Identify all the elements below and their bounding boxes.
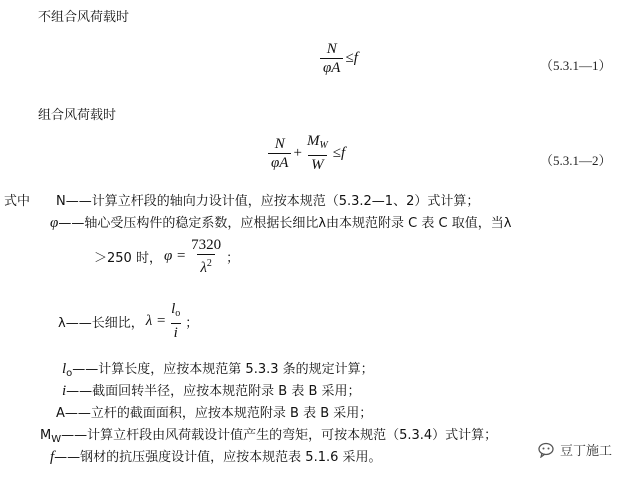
definition-phi: φ——轴心受压构件的稳定系数，应根据长细比λ由本规范附录 C 表 C 取值，当λ <box>50 215 512 231</box>
phi-condition <box>94 236 239 277</box>
fraction-n-over-phia-2 <box>268 135 291 172</box>
phi-formula-tail: ； <box>226 251 240 266</box>
definition-mw: $M_W——$计算立杆段由风荷载设计值产生的弯矩，可按本规范（5.3.4）式计算； <box>40 428 498 445</box>
eq1-operator: ≤f <box>345 50 358 66</box>
phi-formula-lhs: φ = <box>163 248 187 264</box>
eq2-denominator-1: φA <box>268 153 291 172</box>
phi-fraction-numerator: 7320 <box>191 237 222 253</box>
fraction-n-over-phia <box>320 40 343 77</box>
fraction-mw-over-w <box>304 132 331 174</box>
heading-wind: 组合风荷载时 <box>38 108 117 123</box>
eq2-numerator-2: $M_W$ <box>306 133 328 151</box>
lambda-formula-lhs: λ = <box>145 312 167 329</box>
lambda-fraction <box>168 300 183 342</box>
definition-lo: $l_o——$计算长度，应按本规范第 5.3.3 条的规定计算； <box>62 361 374 379</box>
eq2-plus: + <box>293 144 302 161</box>
phi-condition-text: ＞250 时， <box>94 251 162 266</box>
eq2-operator: ≤f <box>332 144 346 161</box>
equation-number-1: （5.3.1—1） <box>540 58 612 73</box>
definition-a: A——立杆的截面面积，应按本规范附录 B 表 B 采用； <box>56 406 373 421</box>
lambda-formula-tail: ； <box>185 315 199 331</box>
eq1-numerator: N <box>326 41 337 57</box>
phi-fraction <box>188 236 224 277</box>
lambda-fraction-denominator: i <box>171 323 181 342</box>
lambda-fraction-numerator: $l_o$ <box>171 301 181 319</box>
definition-lambda <box>58 300 198 342</box>
definition-n: N——计算立杆段的轴向力设计值，应按本规范（5.3.2—1、2）式计算； <box>56 194 480 209</box>
watermark-logo <box>538 440 612 459</box>
equation-number-2: （5.3.1—2） <box>540 153 612 168</box>
eq1-denominator: φA <box>320 58 343 77</box>
lambda-text: λ——长细比， <box>58 315 144 331</box>
chat-bubble-icon <box>538 442 556 458</box>
phi-symbol: φ <box>50 215 59 231</box>
equation-5-3-1-2 <box>268 132 345 174</box>
phi-fraction-denominator: $\lambda^2$ <box>197 254 215 277</box>
definition-f: f——钢材的抗压强度设计值，应按本规范表 5.1.6 采用。 <box>50 449 382 465</box>
where-label: 式中 <box>4 194 31 209</box>
heading-no-wind: 不组合风荷载时 <box>38 10 130 25</box>
definition-i: i——截面回转半径，应按本规范附录 B 表 B 采用； <box>62 383 361 399</box>
eq2-denominator-2: W <box>308 155 327 174</box>
equation-5-3-1-1 <box>320 40 358 77</box>
eq2-numerator-1: N <box>274 135 285 152</box>
watermark-text: 豆丁施工 <box>560 444 613 459</box>
